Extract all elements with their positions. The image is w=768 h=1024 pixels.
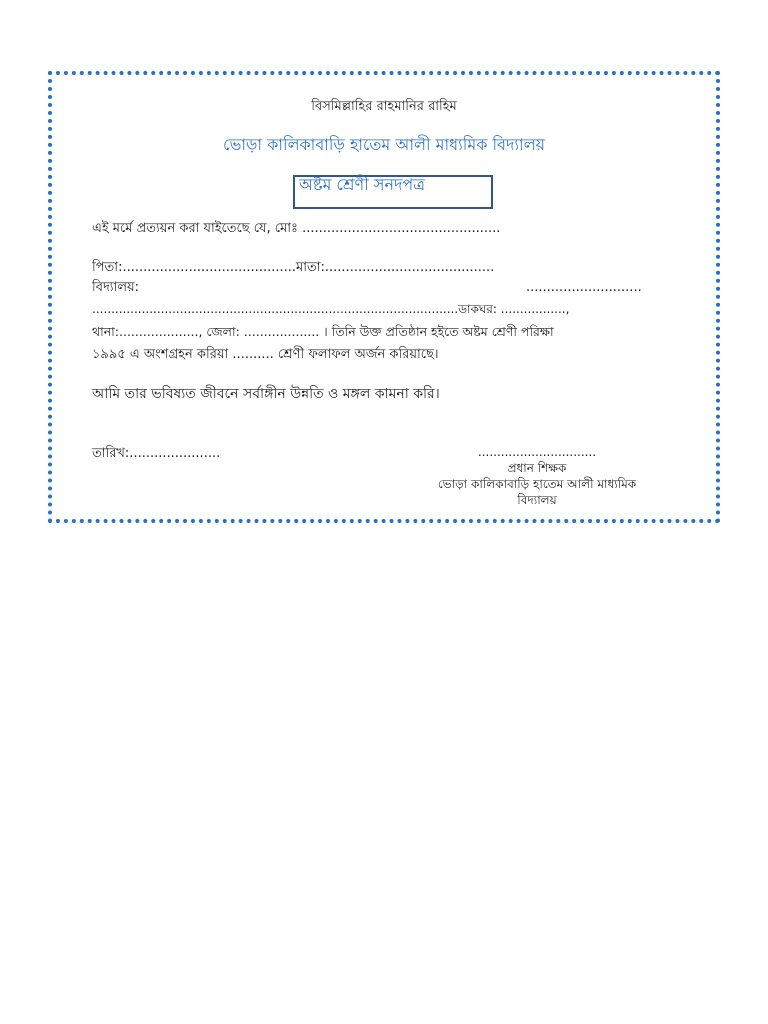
- signatory-school-line1: ভোড়া কালিকাবাড়ি হাতেম আলী মাধ্যমিক: [437, 477, 637, 491]
- parents-line: পিতা:..........................................মাতা:.........................................: [92, 260, 495, 275]
- wish-line: আমি তার ভবিষ্যত জীবনে সর্বাঙ্গীন উন্নতি ও মঙ্গল কামনা করি।: [92, 386, 440, 402]
- attestation-line: এই মর্মে প্রত্যয়ন করা যাইতেছে যে, মোঃ ................................................: [92, 221, 501, 236]
- signature-block: [422, 444, 652, 508]
- invocation-text: বিসমিল্লাহির রাহমানির রাহিম: [311, 99, 457, 114]
- date-field: তারিখ:......................: [92, 446, 221, 461]
- exam-result-line: ১৯৯৫ এ অংশগ্রহন করিয়া .......... শ্রেণী ফলাফল অর্জন করিয়াছে।: [92, 347, 439, 362]
- signature-dots: ...............................: [477, 445, 597, 459]
- signatory-title: প্রধান শিক্ষক: [507, 461, 567, 475]
- thana-district-line: থানা:...................., জেলা: ................... । তিনি উক্ত প্রতিষ্ঠান হইতে অষ্টম শ্রেণী পরিক্ষা: [92, 324, 554, 339]
- school-label: বিদ্যালয়:: [92, 280, 140, 295]
- certificate-title: অষ্টম শ্রেণী সনদপত্র: [299, 175, 426, 194]
- school-dots: ............................: [526, 280, 642, 295]
- certificate: [48, 71, 720, 523]
- school-name-heading: ভোড়া কালিকাবাড়ি হাতেম আলী মাধ্যমিক বিদ্যালয়: [222, 135, 546, 154]
- post-office-line: ................................................................................................ডাকঘর: .................,: [92, 302, 570, 316]
- signatory-school-line2: বিদ্যালয়: [517, 493, 557, 507]
